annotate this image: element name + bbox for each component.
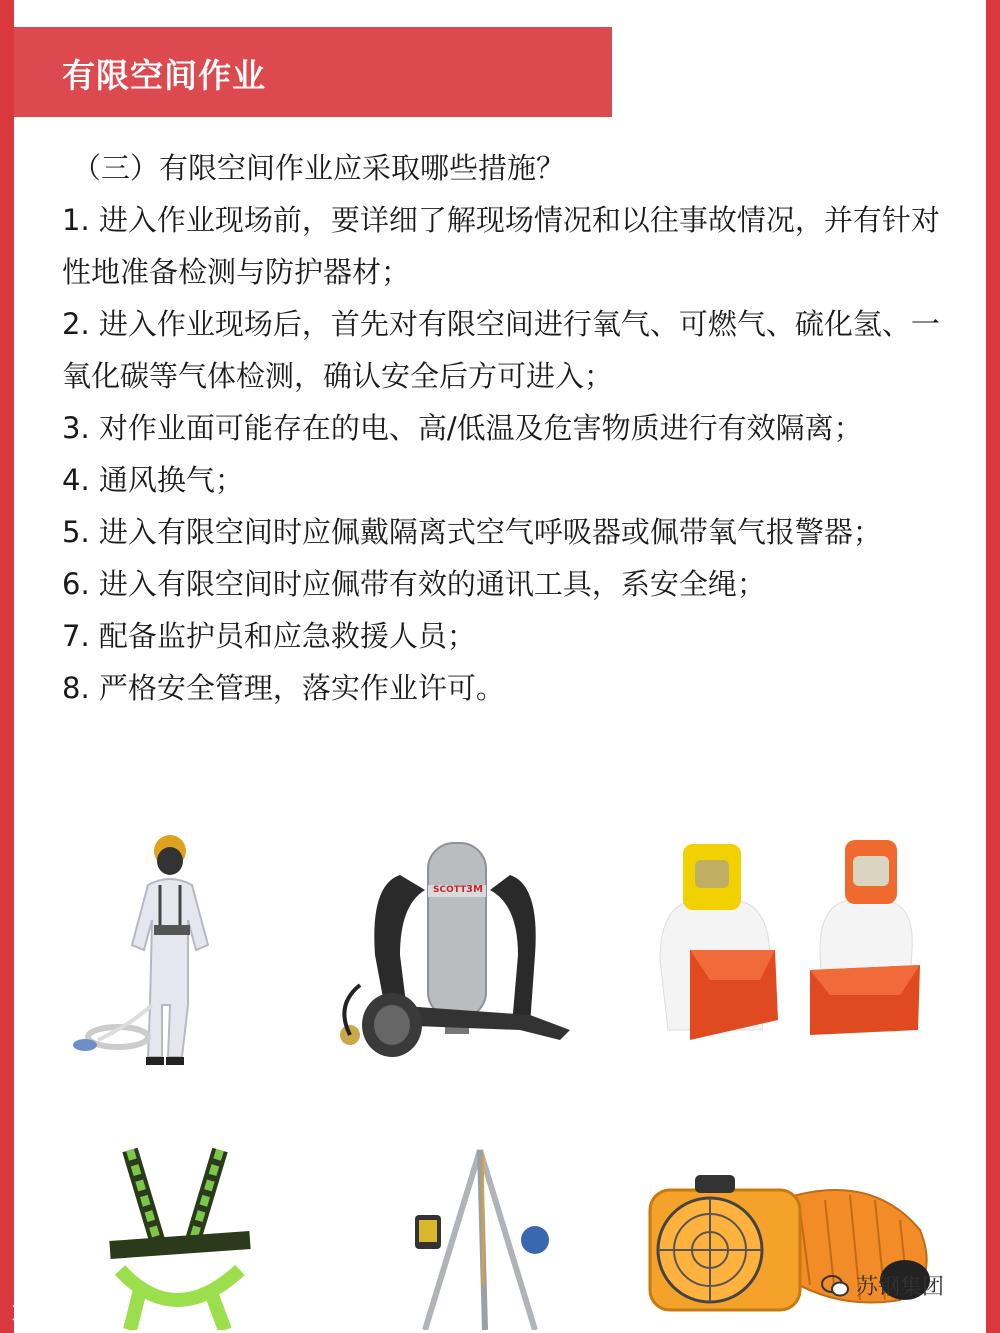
- emergency-escape-hoods-image: [650, 840, 930, 1070]
- list-item: 3. 对作业面可能存在的电、高/低温及危害物质进行有效隔离；: [62, 411, 863, 445]
- section-heading: （三）有限空间作业应采取哪些措施？: [72, 151, 566, 185]
- list-item: 4. 通风换气；: [62, 463, 244, 497]
- wechat-icon: [820, 1273, 850, 1299]
- air-breathing-apparatus-image: [330, 835, 580, 1070]
- protective-suit-worker-image: [70, 825, 230, 1080]
- list-item: 1. 进入作业现场前，要详细了解现场情况和以往事故情况，并有针对性地准备检测与防护器材；: [62, 203, 940, 289]
- rescue-tripod-image: [405, 1145, 555, 1330]
- watermark-right: [820, 1270, 944, 1301]
- list-item: 7. 配备监护员和应急救援人员；: [62, 619, 476, 653]
- watermark-right-text: 苏钢集团: [856, 1275, 945, 1300]
- safety-harness-image: [100, 1140, 260, 1330]
- scba-brand-label: SCOTT: [433, 885, 467, 895]
- 3m-logo: 3M: [466, 884, 483, 895]
- list-item: 2. 进入作业现场后，首先对有限空间进行氧气、可燃气、硫化氢、一氧化碳等气体检测，确认安全后方可进入；: [62, 307, 940, 393]
- watermark-left: 大数跨境: [12, 1299, 101, 1324]
- article-body: [62, 142, 962, 714]
- list-item: 8. 严格安全管理，落实作业许可。: [62, 671, 505, 705]
- list-item: 5. 进入有限空间时应佩戴隔离式空气呼吸器或佩带氧气报警器；: [62, 515, 882, 549]
- page-title: 有限空间作业: [62, 56, 266, 95]
- list-item: 6. 进入有限空间时应佩带有效的通讯工具，系安全绳；: [62, 567, 766, 601]
